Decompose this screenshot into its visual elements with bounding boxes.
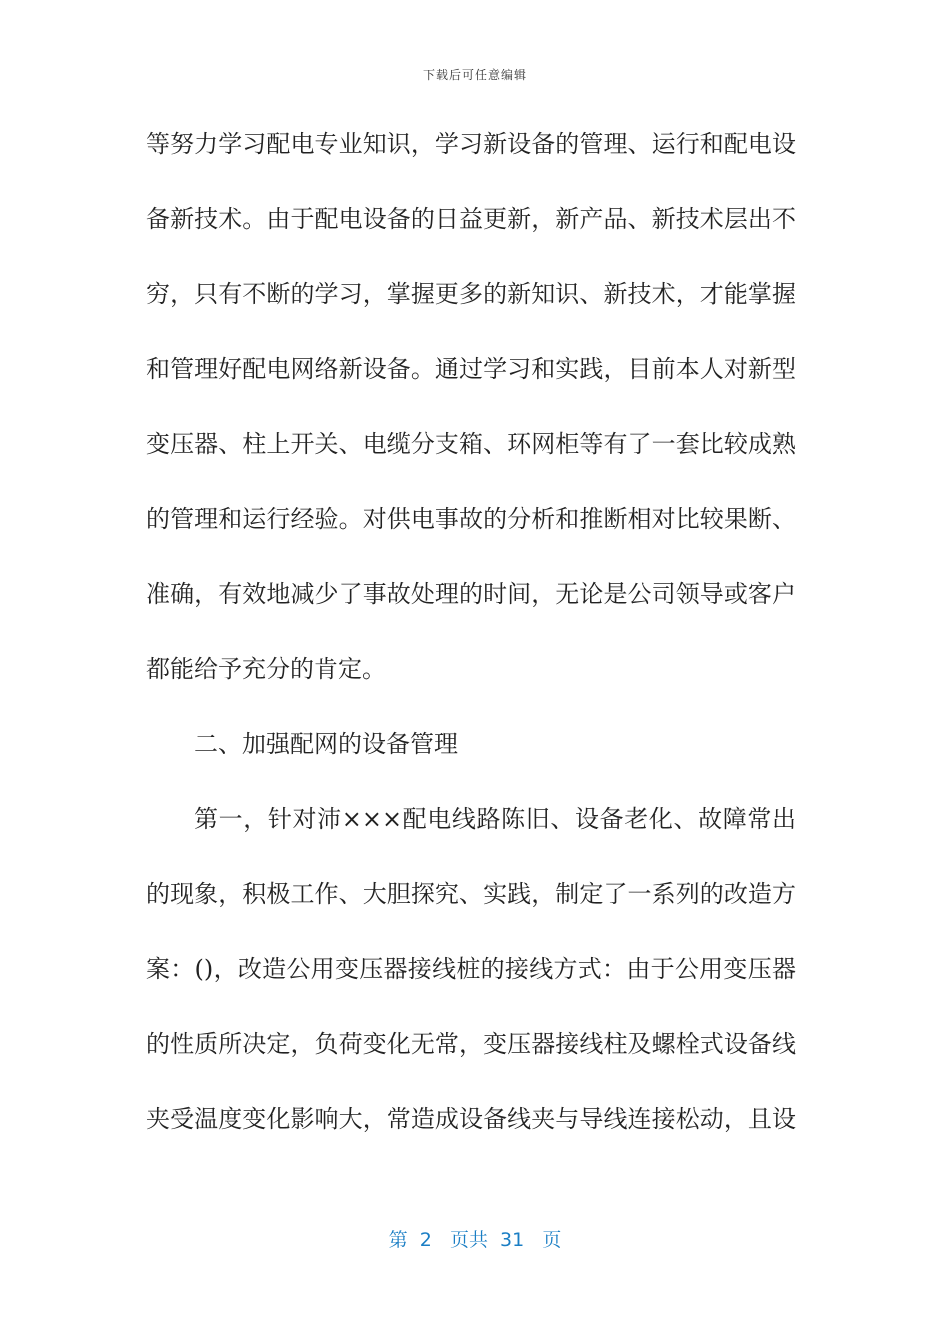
text-line: 的管理和运行经验。对供电事故的分析和推断相对比较果断、 xyxy=(146,505,796,533)
text-line: 都能给予充分的肯定。 xyxy=(146,655,386,683)
text-line: 第一，针对沛×××配电线路陈旧、设备老化、故障常出 xyxy=(194,805,796,833)
text-line: 变压器、柱上开关、电缆分支箱、环网柜等有了一套比较成熟 xyxy=(146,430,796,458)
document-body xyxy=(146,122,796,1172)
text-line: 案：()，改造公用变压器接线桩的接线方式：由于公用变压器 xyxy=(146,955,796,983)
text-line: 和管理好配电网络新设备。通过学习和实践，目前本人对新型 xyxy=(146,355,796,383)
text-line: 的现象，积极工作、大胆探究、实践，制定了一系列的改造方 xyxy=(146,880,796,908)
page-number-footer: 第 2 页共 31 页 xyxy=(388,1229,562,1251)
text-line: 的性质所决定，负荷变化无常，变压器接线柱及螺栓式设备线 xyxy=(146,1030,796,1058)
text-line: 准确，有效地减少了事故处理的时间，无论是公司领导或客户 xyxy=(146,580,796,608)
text-line: 等努力学习配电专业知识，学习新设备的管理、运行和配电设 xyxy=(146,130,796,158)
text-line: 夹受温度变化影响大，常造成设备线夹与导线连接松动，且设 xyxy=(146,1105,796,1133)
text-line: 备新技术。由于配电设备的日益更新，新产品、新技术层出不 xyxy=(146,205,796,233)
text-line: 穷，只有不断的学习，掌握更多的新知识、新技术，才能掌握 xyxy=(146,280,796,308)
page-header: 下载后可任意编辑 xyxy=(422,68,527,82)
section-heading: 二、加强配网的设备管理 xyxy=(194,730,458,758)
